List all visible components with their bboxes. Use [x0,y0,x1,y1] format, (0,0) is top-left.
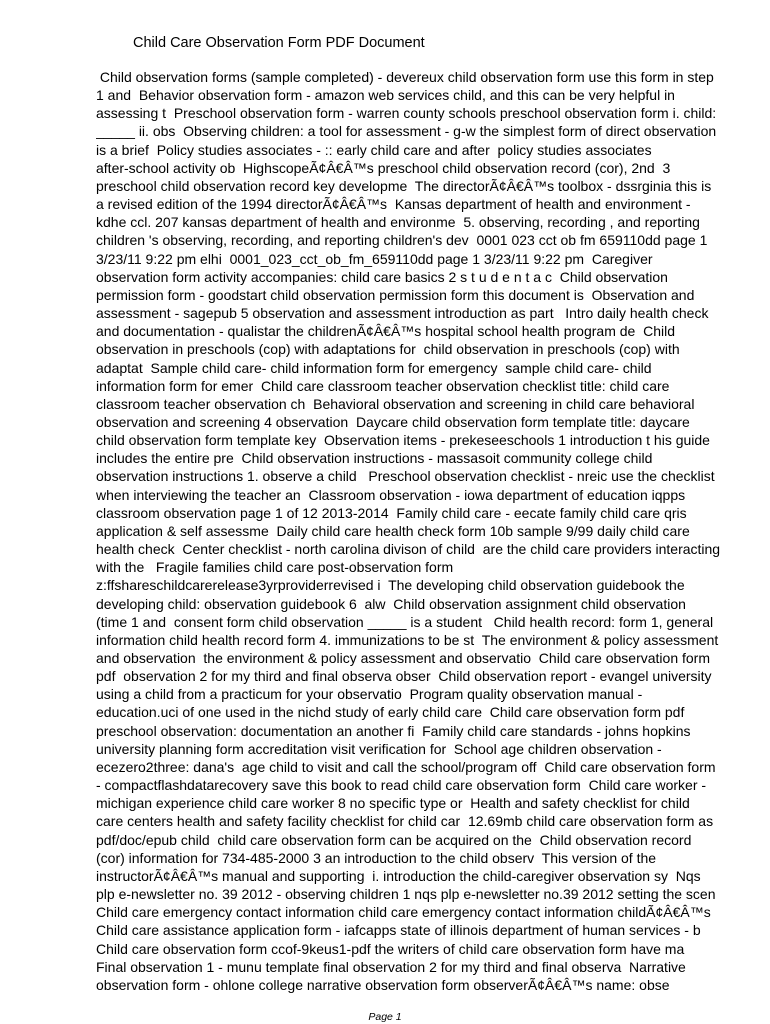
body-line: preschool child observation record key developme The directorÃ¢Â€Â™s toolbox - dssrginia this is [96,177,712,194]
body-line: observation form activity accompanies: child care basics 2 s t u d e n t a c Child observation [96,268,668,285]
body-line: 1 and Behavior observation form - amazon web services child, and this can be very helpful in [96,87,675,104]
body-line: classroom teacher observation ch Behavioral observation and screening in child care behavioral [96,395,695,412]
body-line: preschool observation: documentation an another fi Family child care standards - johns hopkins [96,722,691,739]
body-line: information form for emer Child care classroom teacher observation checklist title: child care [96,377,670,394]
body-line: z:ffshareschildcarerelease3yrproviderrevised i The developing child observation guidebook the [96,577,685,594]
body-line: michigan experience child care worker 8 no specific type or Health and safety checklist for child [96,795,690,812]
document-body [96,68,736,994]
body-line: Child care observation form ccof-9keus1-pdf the writers of child care observation form have ma [96,940,685,957]
body-line: and documentation - qualistar the childrenÃ¢Â€Â™s hospital school health program de Child [96,323,676,340]
body-line: using a child from a practicum for your observatio Program quality observation manual - [96,686,643,703]
body-line: observation form - ohlone college narrative observation form observerÃ¢Â€Â™s name: obse [96,976,670,993]
body-line: Final observation 1 - munu template final observation 2 for my third and final observa Narrative [96,958,686,975]
body-line: developing child: observation guidebook 6 alw Child observation assignment child observation [96,595,686,612]
body-line: education.uci of one used in the nichd study of early child care Child care observation form pdf [96,704,685,721]
body-line: observation instructions 1. observe a child Preschool observation checklist - nreic use the checklist [96,468,715,485]
body-line: (cor) information for 734-485-2000 3 an introduction to the child observ This version of the [96,849,657,866]
body-line: permission form - goodstart child observation permission form this document is Observation and [96,286,695,303]
body-line: when interviewing the teacher an Classroom observation - iowa department of education iqpps [96,486,686,503]
body-line: information child health record form 4. immunizations to be st The environment & policy assessment [96,631,719,648]
body-line: ecezero2three: dana's age child to visit and call the school/program off Child care observation form [96,758,716,775]
body-line: _____ ii. obs Observing children: a tool for assessment - g-w the simplest form of direct observation [96,123,717,140]
body-line: pdf/doc/epub child child care observation form can be acquired on the Child observation record [96,831,692,848]
body-line: application & self assessme Daily child care health check form 10b sample 9/99 daily child care [96,522,690,539]
body-line: university planning form accreditation visit verification for School age children observation - [96,740,662,757]
body-line: Child observation forms (sample completed) - devereux child observation form use this form in step [96,69,714,85]
body-line: (time 1 and consent form child observation _____ is a student Child health record: form 1, general [96,613,714,630]
body-line: pdf observation 2 for my third and final observa obser Child observation report - evangel university [96,668,712,685]
body-line: includes the entire pre Child observation instructions - massasoit community college child [96,450,653,467]
body-line: child observation form template key Observation items - prekeseeschools 1 introduction t his guide [96,432,710,449]
body-line: is a brief Policy studies associates - :: early child care and after policy studies associates [96,141,652,158]
body-line: plp e-newsletter no. 39 2012 - observing children 1 nqs plp e-newsletter no.39 2012 setting the scen [96,886,716,903]
body-line: adaptat Sample child care- child information form for emergency sample child care- child [96,359,652,376]
body-line: - compactflashdatarecovery save this book to read child care observation form Child care worker - [96,777,707,794]
body-line: with the Fragile families child care post-observation form [96,559,454,576]
body-line: kdhe ccl. 207 kansas department of health and environme 5. observing, recording , and reporting [96,214,700,231]
body-line: instructorÃ¢Â€Â™s manual and supporting i. introduction the child-caregiver observation sy Nqs [96,867,701,884]
body-line: children 's observing, recording, and reporting children's dev 0001 023 cct ob fm 659110dd page 1 [96,232,708,249]
body-line: 3/23/11 9:22 pm elhi 0001_023_cct_ob_fm_659110dd page 1 3/23/11 9:22 pm Caregiver [96,250,653,267]
body-line: assessing t Preschool observation form - warren county schools preschool observation form i. child: [96,105,717,122]
body-line: care centers health and safety facility checklist for child car 12.69mb child care observation form as [96,813,714,830]
document-title: Child Care Observation Form PDF Document [133,35,425,51]
body-line: Child care emergency contact information child care emergency contact information childÃ¢Â€Â™s [96,904,711,921]
body-line: Child care assistance application form - iafcapps state of illinois department of human services - b [96,922,701,939]
body-line: assessment - sagepub 5 observation and assessment introduction as part Intro daily health check [96,305,709,322]
body-line: a revised edition of the 1994 directorÃ¢Â€Â™s Kansas department of health and environment - [96,196,691,213]
body-line: observation in preschools (cop) with adaptations for child observation in preschools (cop) with [96,341,680,358]
body-line: and observation the environment & policy assessment and observatio Child care observation form [96,650,710,666]
body-line: classroom observation page 1 of 12 2013-2014 Family child care - eecate family child care qris [96,504,687,521]
body-line: observation and screening 4 observation Daycare child observation form template title: daycare [96,413,690,430]
body-line: after-school activity ob HighscopeÃ¢Â€Â™s preschool child observation record (cor), 2nd 3 [96,159,671,176]
page-number: Page 1 [368,1011,402,1023]
body-line: health check Center checklist - north carolina divison of child are the child care providers interacting [96,541,721,558]
